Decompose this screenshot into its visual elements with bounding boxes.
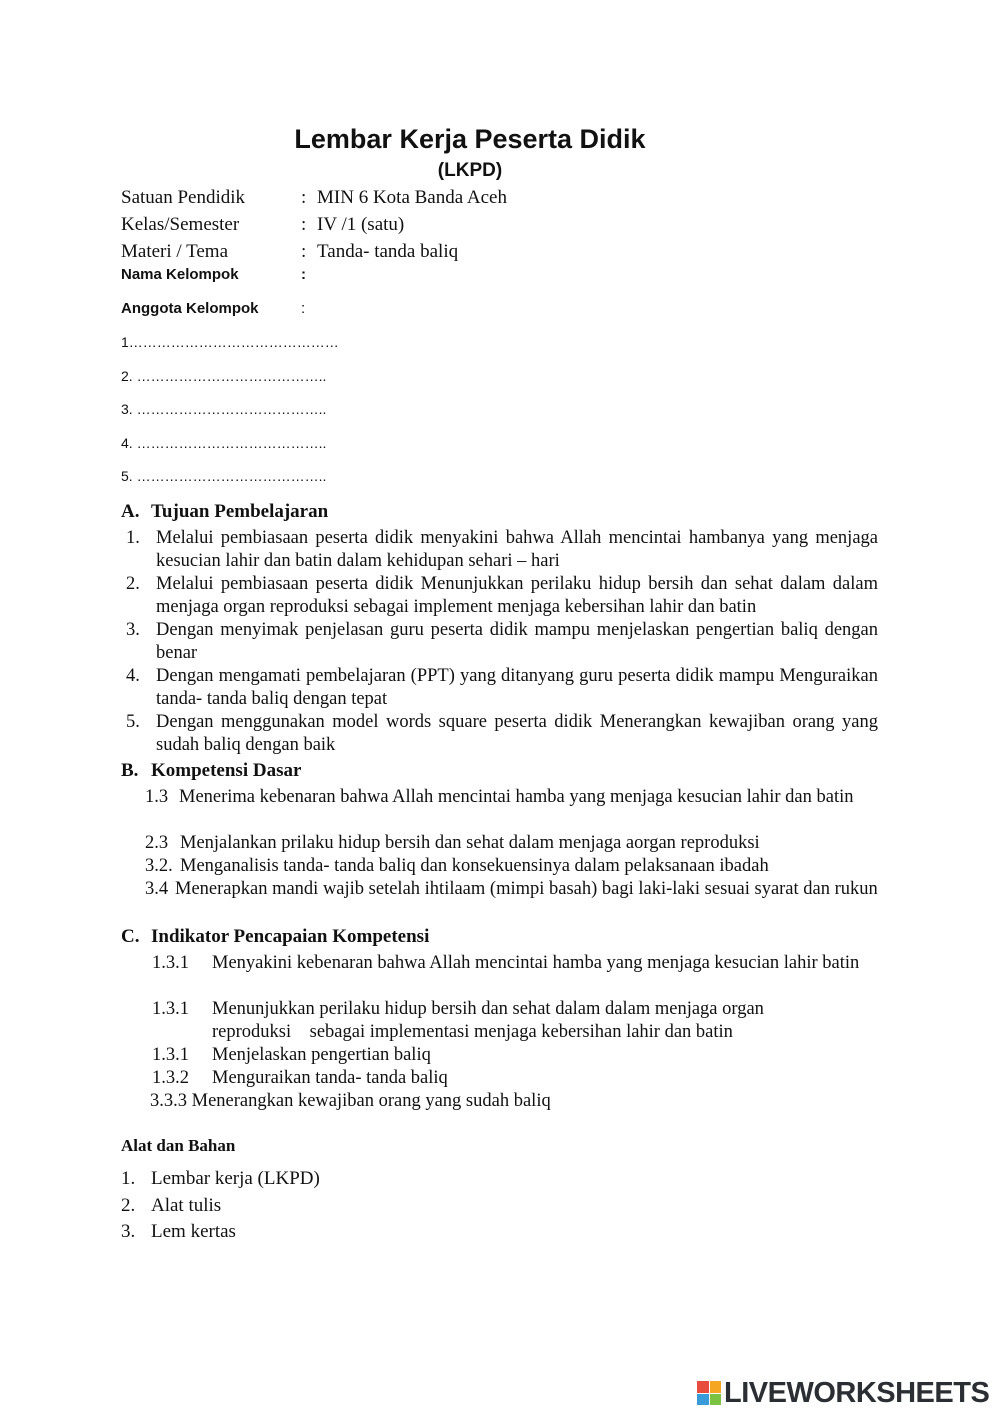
item-number: 1.3.1 (152, 953, 189, 973)
identity-label: Satuan Pendidik (121, 187, 246, 208)
item-number: 3. (126, 620, 140, 640)
identity-value: Tanda- tanda baliq (317, 241, 459, 262)
logo-square (697, 1381, 709, 1393)
goal-item-3 (126, 619, 878, 665)
item-text: Melalui pembiasaan peserta didik Menunjukkan perilaku hidup bersih dan sehat dalam dalam menjaga organ reproduksi sebagai implement menjaga kebersihan lahir dan batin (156, 574, 878, 617)
member-line-3[interactable]: 3. ………………………………….. (121, 401, 327, 417)
item-text: Menganalisis tanda- tanda baliq dan konsekuensinya dalam pelaksanaan ibadah (180, 856, 769, 876)
tools-heading: Alat dan Bahan (121, 1136, 236, 1155)
goal-item-5 (126, 711, 878, 757)
identity-colon: : (301, 187, 307, 208)
section-letter: B. (121, 760, 139, 781)
identity-label: Anggota Kelompok (121, 300, 259, 317)
identity-colon: : (301, 241, 307, 262)
item-number: 1.3.1 (152, 999, 189, 1019)
logo-square (710, 1381, 722, 1393)
item-text: Menjalankan prilaku hidup bersih dan sehat dalam menjaga aorgan reproduksi (180, 833, 760, 853)
item-number: 1. (126, 528, 140, 548)
section-a-heading (121, 500, 328, 524)
page-subtitle: (LKPD) (437, 160, 503, 181)
identity-row-school (121, 186, 507, 210)
item-text: Melalui pembiasaan peserta didik menyakini bahwa Allah mencintai hambanya yang menjaga kesucian lahir dan batin dalam kehidupan sehari – hari (156, 528, 878, 571)
item-text: Dengan mengamati pembelajaran (PPT) yang ditanyang guru peserta didik mampu Menguraikan tanda- tanda baliq dengan tepat (156, 666, 878, 709)
item-number: 3.4 (145, 879, 169, 899)
indicator-item-3 (152, 1044, 874, 1067)
identity-label: Materi / Tema (121, 241, 229, 262)
indicator-item-4 (152, 1067, 874, 1090)
item-number: 3.2. (145, 856, 173, 876)
item-text: Lembar kerja (LKPD) (151, 1168, 320, 1189)
competency-item-1 (145, 786, 878, 809)
item-text: Dengan menyimak penjelasan guru peserta didik mampu menjelaskan pengertian baliq dengan benar (156, 620, 878, 663)
competency-item-4 (145, 878, 878, 901)
tool-item-3 (121, 1221, 236, 1243)
item-number: 2. (126, 574, 140, 594)
item-number: 3.3.3 (150, 1091, 187, 1111)
identity-row-group-name (121, 263, 317, 287)
identity-row-class (121, 213, 404, 237)
item-text: Menyakini kebenaran bahwa Allah mencintai hamba yang menjaga kesucian lahir batin (212, 953, 860, 973)
item-number: 1. (121, 1168, 136, 1189)
identity-colon: : (301, 214, 307, 235)
indicator-item-1 (152, 952, 874, 975)
member-line-4[interactable]: 4. ………………………………….. (121, 435, 327, 451)
item-text: Menerima kebenaran bahwa Allah mencintai hamba yang menjaga kesucian lahir dan batin (179, 787, 854, 807)
identity-row-topic (121, 240, 458, 264)
tool-item-2 (121, 1195, 221, 1217)
item-number: 1.3.2 (152, 1068, 189, 1088)
item-number: 2. (121, 1195, 136, 1216)
section-title: Indikator Pencapaian Kompetensi (151, 926, 430, 947)
section-letter: C. (121, 926, 140, 947)
section-title: Tujuan Pembelajaran (151, 501, 329, 522)
competency-item-2 (145, 832, 878, 855)
item-number: 1.3 (145, 787, 169, 807)
section-title: Kompetensi Dasar (151, 760, 302, 781)
section-c-heading (121, 925, 429, 949)
identity-colon: : (301, 300, 306, 317)
liveworksheets-logo[interactable] (697, 1375, 989, 1411)
identity-row-group-members (121, 297, 317, 321)
liveworksheets-mark-icon (697, 1381, 721, 1405)
identity-value: MIN 6 Kota Banda Aceh (317, 187, 507, 208)
item-text: Dengan menggunakan model words square peserta didik Menerangkan kewajiban orang yang sudah baliq dengan baik (156, 712, 878, 755)
tool-item-1 (121, 1168, 320, 1190)
goal-item-1 (126, 527, 878, 573)
identity-label: Kelas/Semester (121, 214, 240, 235)
item-text: Menerangkan kewajiban orang yang sudah baliq (191, 1091, 551, 1111)
logo-square (697, 1394, 709, 1406)
liveworksheets-wordmark: LIVEWORKSHEETS (724, 1376, 990, 1409)
competency-item-3 (145, 855, 878, 878)
item-text: Menerapkan mandi wajib setelah ihtilaam (mimpi basah) bagi laki-laki sesuai syarat dan rukun (175, 879, 878, 899)
item-number: 1.3.1 (152, 1045, 189, 1065)
item-text: Lem kertas (151, 1221, 236, 1242)
item-number: 5. (126, 712, 140, 732)
section-b-heading (121, 759, 301, 783)
member-line-5[interactable]: 5. ………………………………….. (121, 468, 327, 484)
identity-colon: : (301, 266, 306, 283)
member-line-2[interactable]: 2. ………………………………….. (121, 368, 327, 384)
member-line-1[interactable]: 1……………………………………… (121, 334, 339, 350)
item-number: 3. (121, 1221, 136, 1242)
item-number: 4. (126, 666, 140, 686)
page-title: Lembar Kerja Peserta Didik (294, 124, 646, 154)
goal-item-2 (126, 573, 878, 619)
identity-label: Nama Kelompok (121, 266, 239, 283)
identity-value: IV /1 (satu) (317, 214, 405, 235)
item-text: Menunjukkan perilaku hidup bersih dan sehat dalam dalam menjaga organ reproduksi sebagai implementasi menjaga kebersihan lahir dan batin (212, 999, 769, 1042)
item-text: Menjelaskan pengertian baliq (212, 1045, 431, 1065)
item-text: Alat tulis (151, 1195, 222, 1216)
item-text: Menguraikan tanda- tanda baliq (212, 1068, 448, 1088)
indicator-item-2 (152, 998, 874, 1044)
item-number: 2.3 (145, 833, 169, 853)
indicator-item-5 (150, 1090, 874, 1113)
section-letter: A. (121, 501, 140, 522)
goal-item-4 (126, 665, 878, 711)
logo-square (710, 1394, 722, 1406)
